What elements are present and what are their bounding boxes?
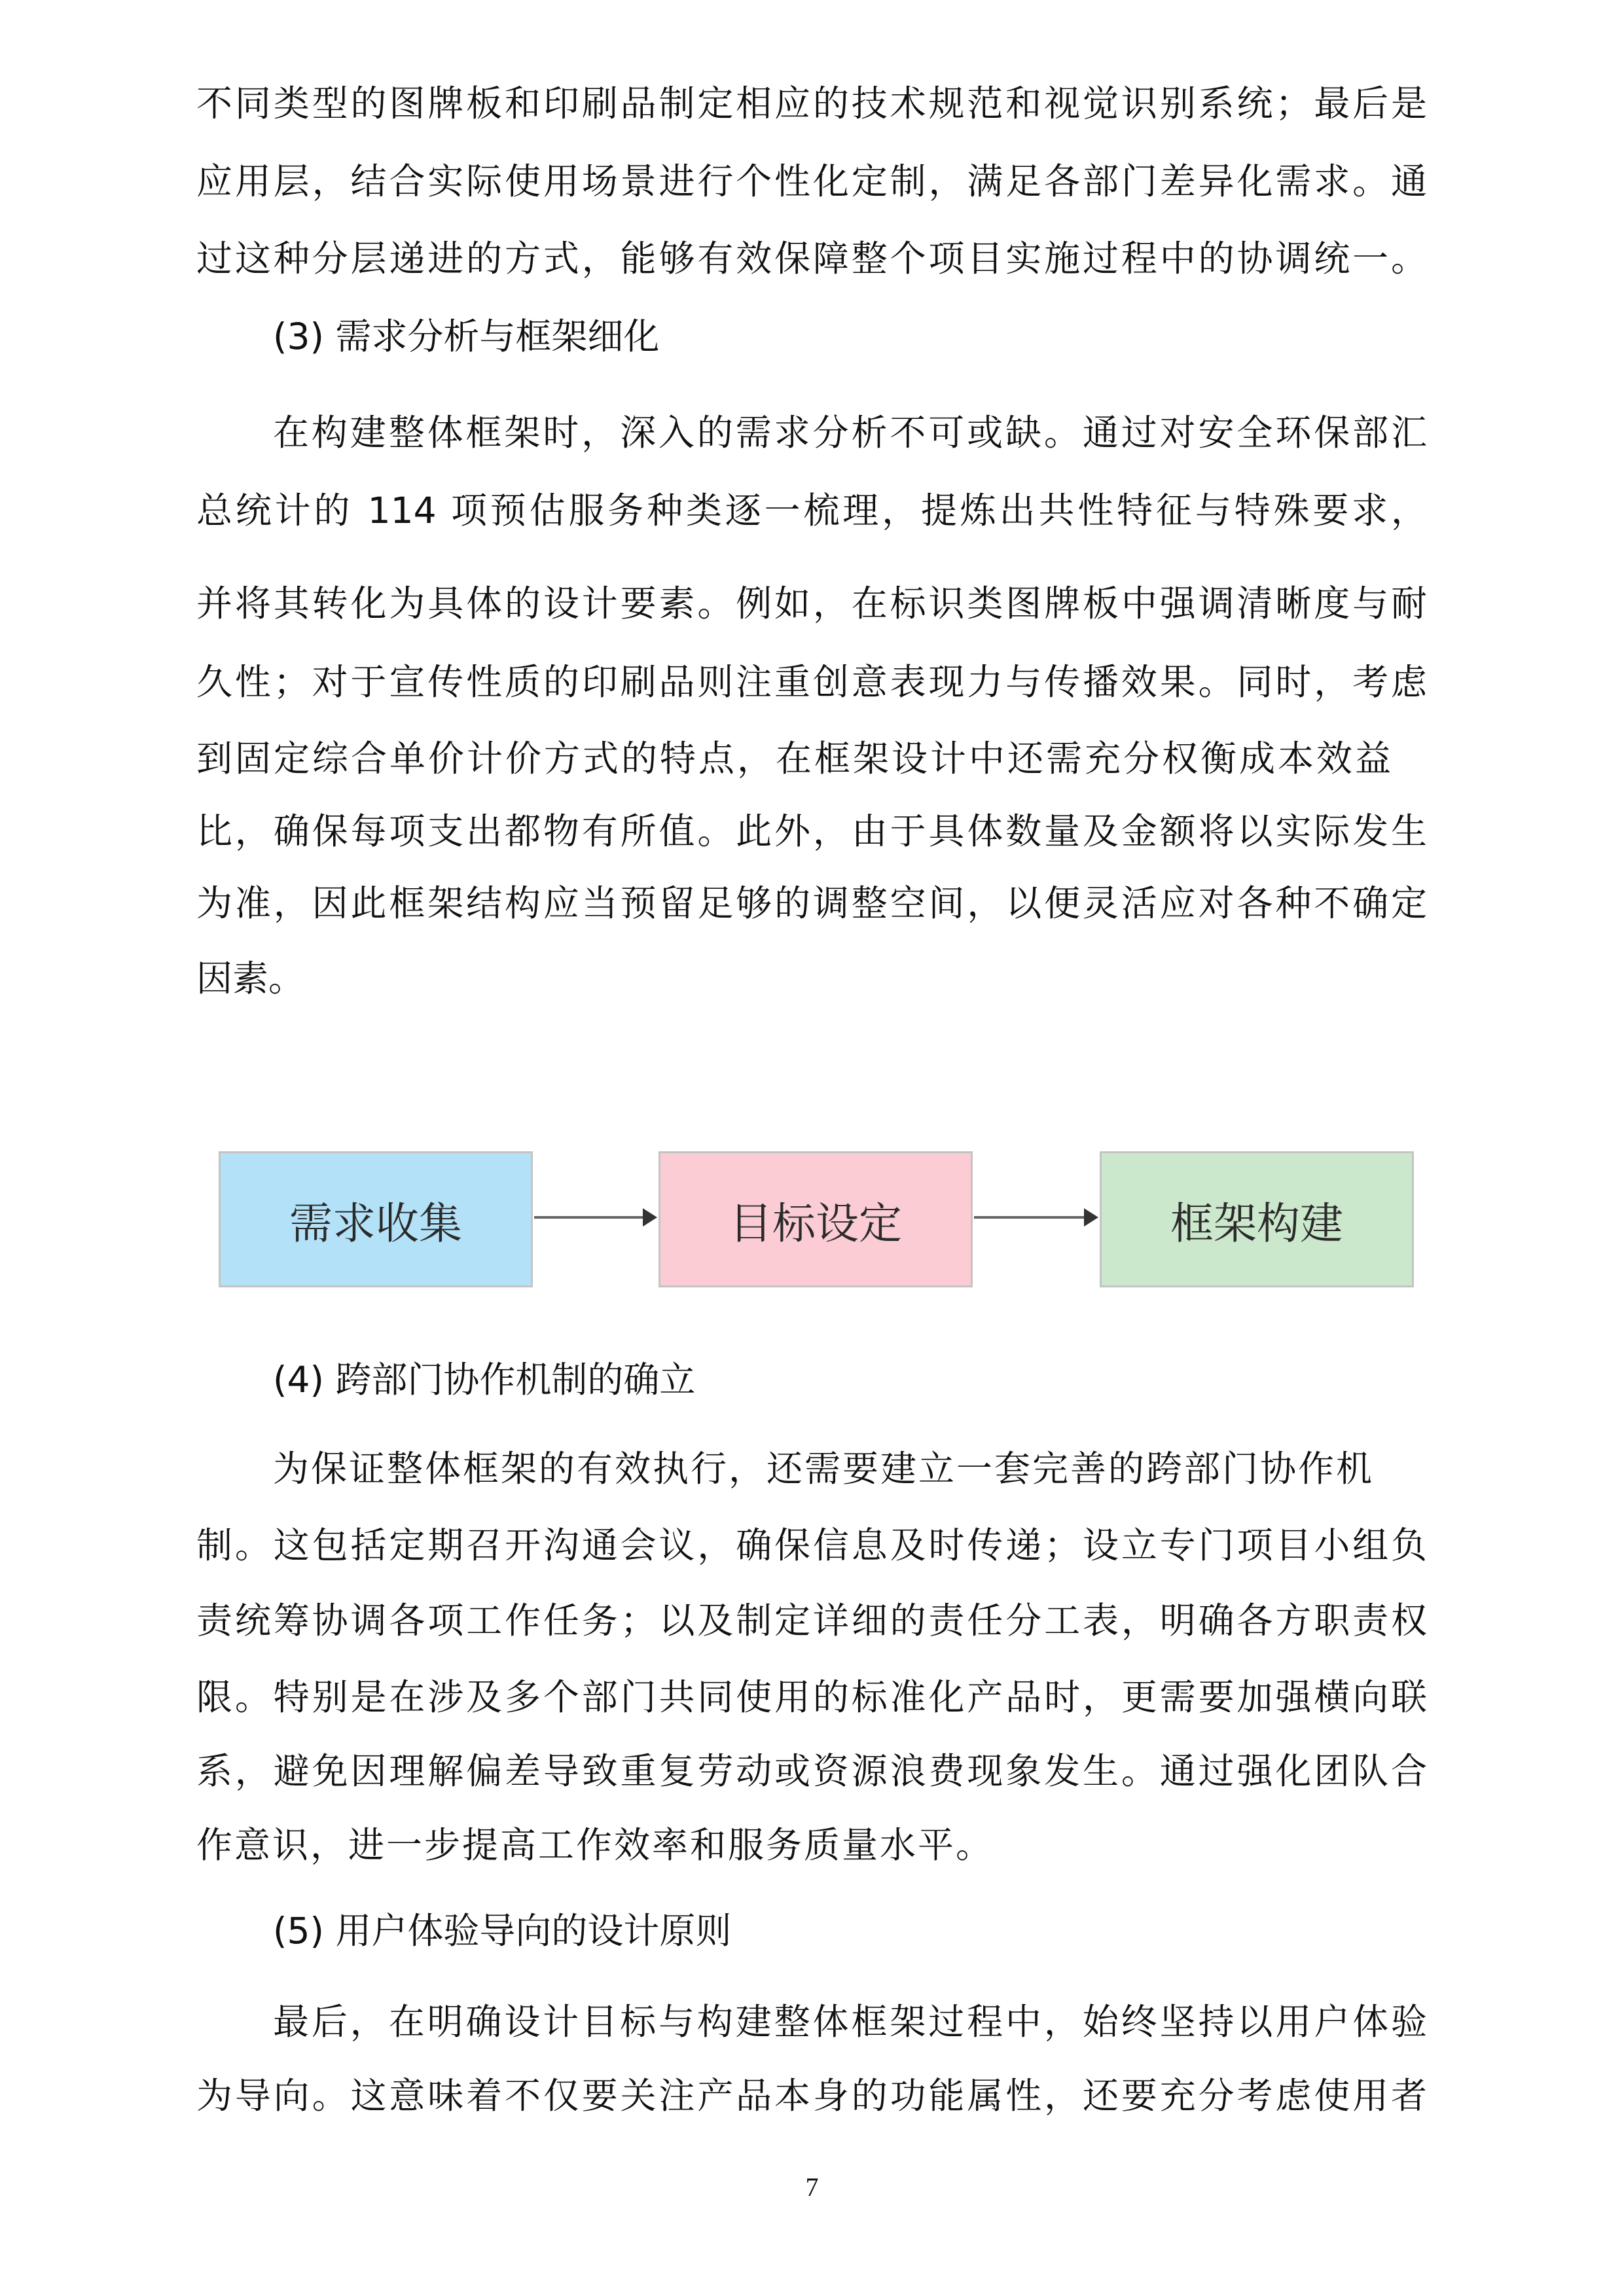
text-line: 因素。 [196,958,305,999]
flow-step-requirements-collection [219,1151,533,1287]
text-line: 为准，因此框架结构应当预留足够的调整空间，以便灵活应对各种不确定 [196,882,1427,924]
text-line: 久性；对于宣传性质的印刷品则注重创意表现力与传播效果。同时，考虑 [196,661,1427,703]
text-line: 作意识，进一步提高工作效率和服务质量水平。 [196,1824,994,1866]
text-line: 为导向。这意味着不仅要关注产品本身的功能属性，还要充分考虑使用者 [196,2075,1427,2117]
text-line: 在构建整体框架时，深入的需求分析不可或缺。通过对安全环保部汇 [273,412,1427,454]
text-line: 责统筹协调各项工作任务；以及制定详细的责任分工表，明确各方职责权 [196,1600,1427,1641]
text-line: 为保证整体框架的有效执行，还需要建立一套完善的跨部门协作机 [273,1448,1375,1490]
flow-step-label: 目标设定 [729,1198,902,1249]
text-line: 限。特别是在涉及多个部门共同使用的标准化产品时，更需要加强横向联 [196,1676,1427,1718]
text-line: 并将其转化为具体的设计要素。例如，在标识类图牌板中强调清晰度与耐 [196,583,1427,624]
text-line: 到固定综合单价计价方式的特点，在框架设计中还需充分权衡成本效益 [196,738,1394,780]
text-line: 制。这包括定期召开沟通会议，确保信息及时传递；设立专门项目小组负 [196,1524,1427,1566]
arrow-right-icon [974,1216,1096,1219]
section-heading-3: (3) 需求分析与框架细化 [273,315,660,357]
text-line: 系，避免因理解偏差导致重复劳动或资源浪费现象发生。通过强化团队合 [196,1750,1427,1792]
text-line: 最后，在明确设计目标与构建整体框架过程中，始终坚持以用户体验 [273,2001,1427,2043]
section-heading-5: (5) 用户体验导向的设计原则 [273,1910,732,1952]
flow-step-goal-setting [659,1151,973,1287]
arrow-right-icon [534,1216,655,1219]
page-number: 7 [805,2172,819,2202]
flow-step-framework-building [1100,1151,1414,1287]
flow-step-label: 需求收集 [289,1198,462,1249]
text-line: 比，确保每项支出都物有所值。此外，由于具体数量及金额将以实际发生 [196,810,1427,852]
flow-step-label: 框架构建 [1170,1198,1343,1249]
text-line: 应用层，结合实际使用场景进行个性化定制，满足各部门差异化需求。通 [196,160,1427,202]
text-line: 不同类型的图牌板和印刷品制定相应的技术规范和视觉识别系统；最后是 [196,82,1427,124]
text-line: 总统计的 114 项预估服务种类逐一梳理，提炼出共性特征与特殊要求， [196,490,1427,531]
text-line: 过这种分层递进的方式，能够有效保障整个项目实施过程中的协调统一。 [196,238,1427,279]
section-heading-4: (4) 跨部门协作机制的确立 [273,1359,696,1401]
